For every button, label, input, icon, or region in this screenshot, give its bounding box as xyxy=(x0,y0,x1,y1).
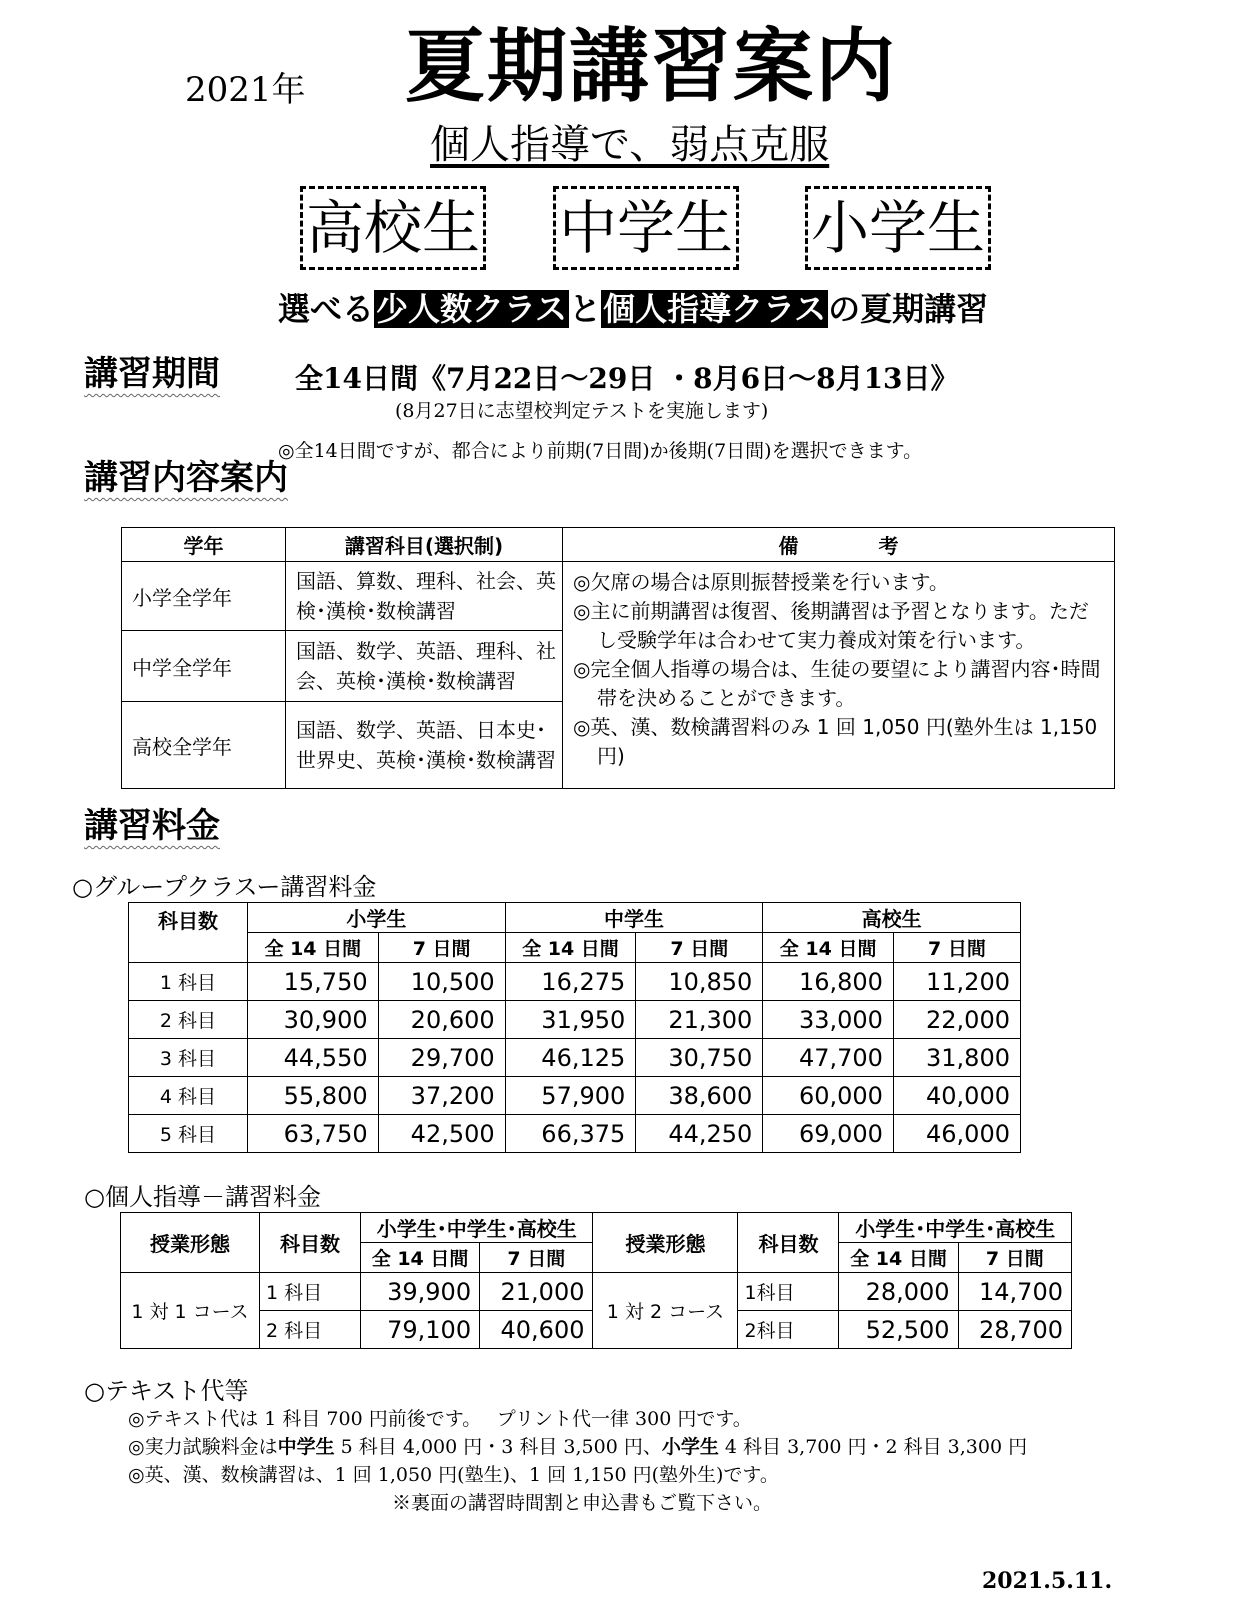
level-header: 小学生 xyxy=(248,903,506,933)
table-row xyxy=(129,1039,1021,1077)
row-label: 2科目 xyxy=(738,1311,839,1349)
subject-count-header: 科目数 xyxy=(129,903,248,963)
row-label: 2 科目 xyxy=(260,1311,361,1349)
price-cell: 16,275 xyxy=(505,963,636,1001)
row-label: 3 科目 xyxy=(129,1039,248,1077)
price-cell: 46,000 xyxy=(893,1115,1020,1153)
course-label: 1 対 1 コース xyxy=(121,1273,260,1349)
grade-box-high: 高校生 xyxy=(300,186,486,270)
note-item: ◎欠席の場合は原則振替授業を行います。 xyxy=(573,570,949,594)
tagline-highlight-individual-class: 個人指導クラス xyxy=(603,290,827,328)
price-cell: 38,600 xyxy=(636,1077,763,1115)
levels-header: 小学生･中学生･高校生 xyxy=(839,1213,1072,1243)
page-title: 夏期講習案内 xyxy=(405,20,897,113)
row-label: 1 科目 xyxy=(260,1273,361,1311)
price-cell: 57,900 xyxy=(505,1077,636,1115)
tagline-text: の夏期講習 xyxy=(828,290,989,328)
price-cell: 28,700 xyxy=(958,1311,1071,1349)
price-cell: 31,950 xyxy=(505,1001,636,1039)
text-fee-part: 4 科目 3,700 円・2 科目 3,300 円 xyxy=(718,1436,1028,1458)
period-header: 全 14 日間 xyxy=(248,933,379,963)
price-cell: 21,300 xyxy=(636,1001,763,1039)
price-cell: 52,500 xyxy=(839,1311,958,1349)
fees-heading: 講習料金 xyxy=(84,806,220,846)
levels-header: 小学生･中学生･高校生 xyxy=(361,1213,593,1243)
tagline xyxy=(278,286,988,332)
price-cell: 29,700 xyxy=(378,1039,505,1077)
price-cell: 16,800 xyxy=(763,963,894,1001)
row-label: 5 科目 xyxy=(129,1115,248,1153)
form-header: 授業形態 xyxy=(121,1213,260,1273)
level-header: 高校生 xyxy=(763,903,1021,933)
price-cell: 55,800 xyxy=(248,1077,379,1115)
table-row xyxy=(129,1001,1021,1039)
row-label: 1科目 xyxy=(738,1273,839,1311)
price-cell: 33,000 xyxy=(763,1001,894,1039)
price-cell: 60,000 xyxy=(763,1077,894,1115)
price-cell: 79,100 xyxy=(361,1311,480,1349)
grade-box-middle: 中学生 xyxy=(553,186,739,270)
price-cell: 21,000 xyxy=(480,1273,593,1311)
grade-cell: 中学全学年 xyxy=(122,631,286,702)
subjects-cell: 国語、算数、理科、社会、英検･漢検･数検講習 xyxy=(286,562,563,631)
price-cell: 47,700 xyxy=(763,1039,894,1077)
price-cell: 14,700 xyxy=(958,1273,1071,1311)
price-cell: 42,500 xyxy=(378,1115,505,1153)
period-text: 全14日間《7月22日～29日 ・8月6日～8月13日》 xyxy=(295,362,959,395)
price-cell: 11,200 xyxy=(893,963,1020,1001)
text-fee-title: ○テキスト代等 xyxy=(84,1377,249,1405)
form-header: 授業形態 xyxy=(593,1213,738,1273)
text-fee-emphasis: 小学生 xyxy=(661,1436,719,1458)
price-cell: 10,500 xyxy=(378,963,505,1001)
note-item: ◎英、漢、数検講習料のみ 1 回 1,050 円(塾外生は 1,150 円) xyxy=(573,715,1098,768)
period-header: 7 日間 xyxy=(378,933,505,963)
period-header: 7 日間 xyxy=(958,1243,1071,1273)
price-cell: 10,850 xyxy=(636,963,763,1001)
row-label: 1 科目 xyxy=(129,963,248,1001)
price-cell: 40,600 xyxy=(480,1311,593,1349)
subjects-cell: 国語、数学、英語、日本史･世界史、英検･漢検･数検講習 xyxy=(286,702,563,789)
price-cell: 31,800 xyxy=(893,1039,1020,1077)
price-cell: 40,000 xyxy=(893,1077,1020,1115)
table-row xyxy=(121,1273,1072,1311)
row-label: 2 科目 xyxy=(129,1001,248,1039)
back-page-note: ※裏面の講習時間割と申込書もご覧下さい。 xyxy=(392,1492,773,1514)
count-header: 科目数 xyxy=(738,1213,839,1273)
period-header: 全 14 日間 xyxy=(763,933,894,963)
grade-cell: 高校全学年 xyxy=(122,702,286,789)
row-label: 4 科目 xyxy=(129,1077,248,1115)
text-fee-line: ◎テキスト代は 1 科目 700 円前後です。 プリント代一律 300 円です。 xyxy=(128,1408,752,1430)
tagline-highlight-small-class: 少人数クラス xyxy=(376,290,568,328)
subtitle: 個人指導で、弱点克服 xyxy=(430,122,830,168)
subjects-cell: 国語、数学、英語、理科、社会、英検･漢検･数検講習 xyxy=(286,631,563,702)
price-cell: 44,250 xyxy=(636,1115,763,1153)
price-cell: 39,900 xyxy=(361,1273,480,1311)
period-header: 全 14 日間 xyxy=(839,1243,958,1273)
price-cell: 37,200 xyxy=(378,1077,505,1115)
individual-fee-title: ○個人指導－講習料金 xyxy=(84,1183,321,1211)
exam-fee-line xyxy=(128,1434,1027,1460)
price-cell: 44,550 xyxy=(248,1039,379,1077)
period-header: 7 日間 xyxy=(480,1243,593,1273)
price-cell: 28,000 xyxy=(839,1273,958,1311)
table-row xyxy=(129,1077,1021,1115)
note-item: ◎主に前期講習は復習、後期講習は予習となります。ただし受験学年は合わせて実力養成対策を行います。 xyxy=(573,599,1089,652)
tagline-text: 選べる xyxy=(278,290,375,328)
issue-date: 2021.5.11. xyxy=(982,1568,1113,1594)
price-cell: 20,600 xyxy=(378,1001,505,1039)
course-label: 1 対 2 コース xyxy=(593,1273,738,1349)
notes-cell xyxy=(563,562,1115,789)
period-header: 7 日間 xyxy=(636,933,763,963)
column-header: 講習科目(選択制) xyxy=(286,528,563,562)
price-cell: 66,375 xyxy=(505,1115,636,1153)
table-row xyxy=(129,963,1021,1001)
note-item: ◎完全個人指導の場合は、生徒の要望により講習内容･時間帯を決めることができます。 xyxy=(573,657,1101,710)
choice-note: ◎全14日間ですが、都合により前期(7日間)か後期(7日間)を選択できます。 xyxy=(278,440,923,462)
price-cell: 63,750 xyxy=(248,1115,379,1153)
text-fee-emphasis: 中学生 xyxy=(277,1436,335,1458)
price-cell: 22,000 xyxy=(893,1001,1020,1039)
period-header: 7 日間 xyxy=(893,933,1020,963)
group-fee-table xyxy=(128,902,1021,1153)
period-header: 全 14 日間 xyxy=(361,1243,480,1273)
column-header: 学年 xyxy=(122,528,286,562)
price-cell: 69,000 xyxy=(763,1115,894,1153)
price-cell: 30,900 xyxy=(248,1001,379,1039)
text-fee-part: 5 科目 4,000 円・3 科目 3,500 円、 xyxy=(334,1436,662,1458)
text-fee-line: ◎英、漢、数検講習は、1 回 1,050 円(塾生)、1 回 1,150 円(塾外生)です。 xyxy=(128,1464,779,1486)
column-header: 備 考 xyxy=(563,528,1115,562)
individual-fee-table xyxy=(120,1212,1072,1349)
period-header: 全 14 日間 xyxy=(505,933,636,963)
content-heading: 講習内容案内 xyxy=(84,458,288,498)
grade-box-elementary: 小学生 xyxy=(805,186,991,270)
year-label: 2021年 xyxy=(185,70,306,110)
tagline-text: と xyxy=(569,290,602,328)
price-cell: 30,750 xyxy=(636,1039,763,1077)
price-cell: 15,750 xyxy=(248,963,379,1001)
level-header: 中学生 xyxy=(505,903,763,933)
table-row xyxy=(122,562,1115,631)
text-fee-part: ◎実力試験料金は xyxy=(128,1436,278,1458)
content-table xyxy=(121,527,1115,789)
table-row xyxy=(129,1115,1021,1153)
period-note: (8月27日に志望校判定テストを実施します) xyxy=(395,400,769,422)
count-header: 科目数 xyxy=(260,1213,361,1273)
group-fee-title: ○グループクラスー講習料金 xyxy=(72,873,377,901)
grade-cell: 小学全学年 xyxy=(122,562,286,631)
period-heading: 講習期間 xyxy=(84,354,220,394)
price-cell: 46,125 xyxy=(505,1039,636,1077)
